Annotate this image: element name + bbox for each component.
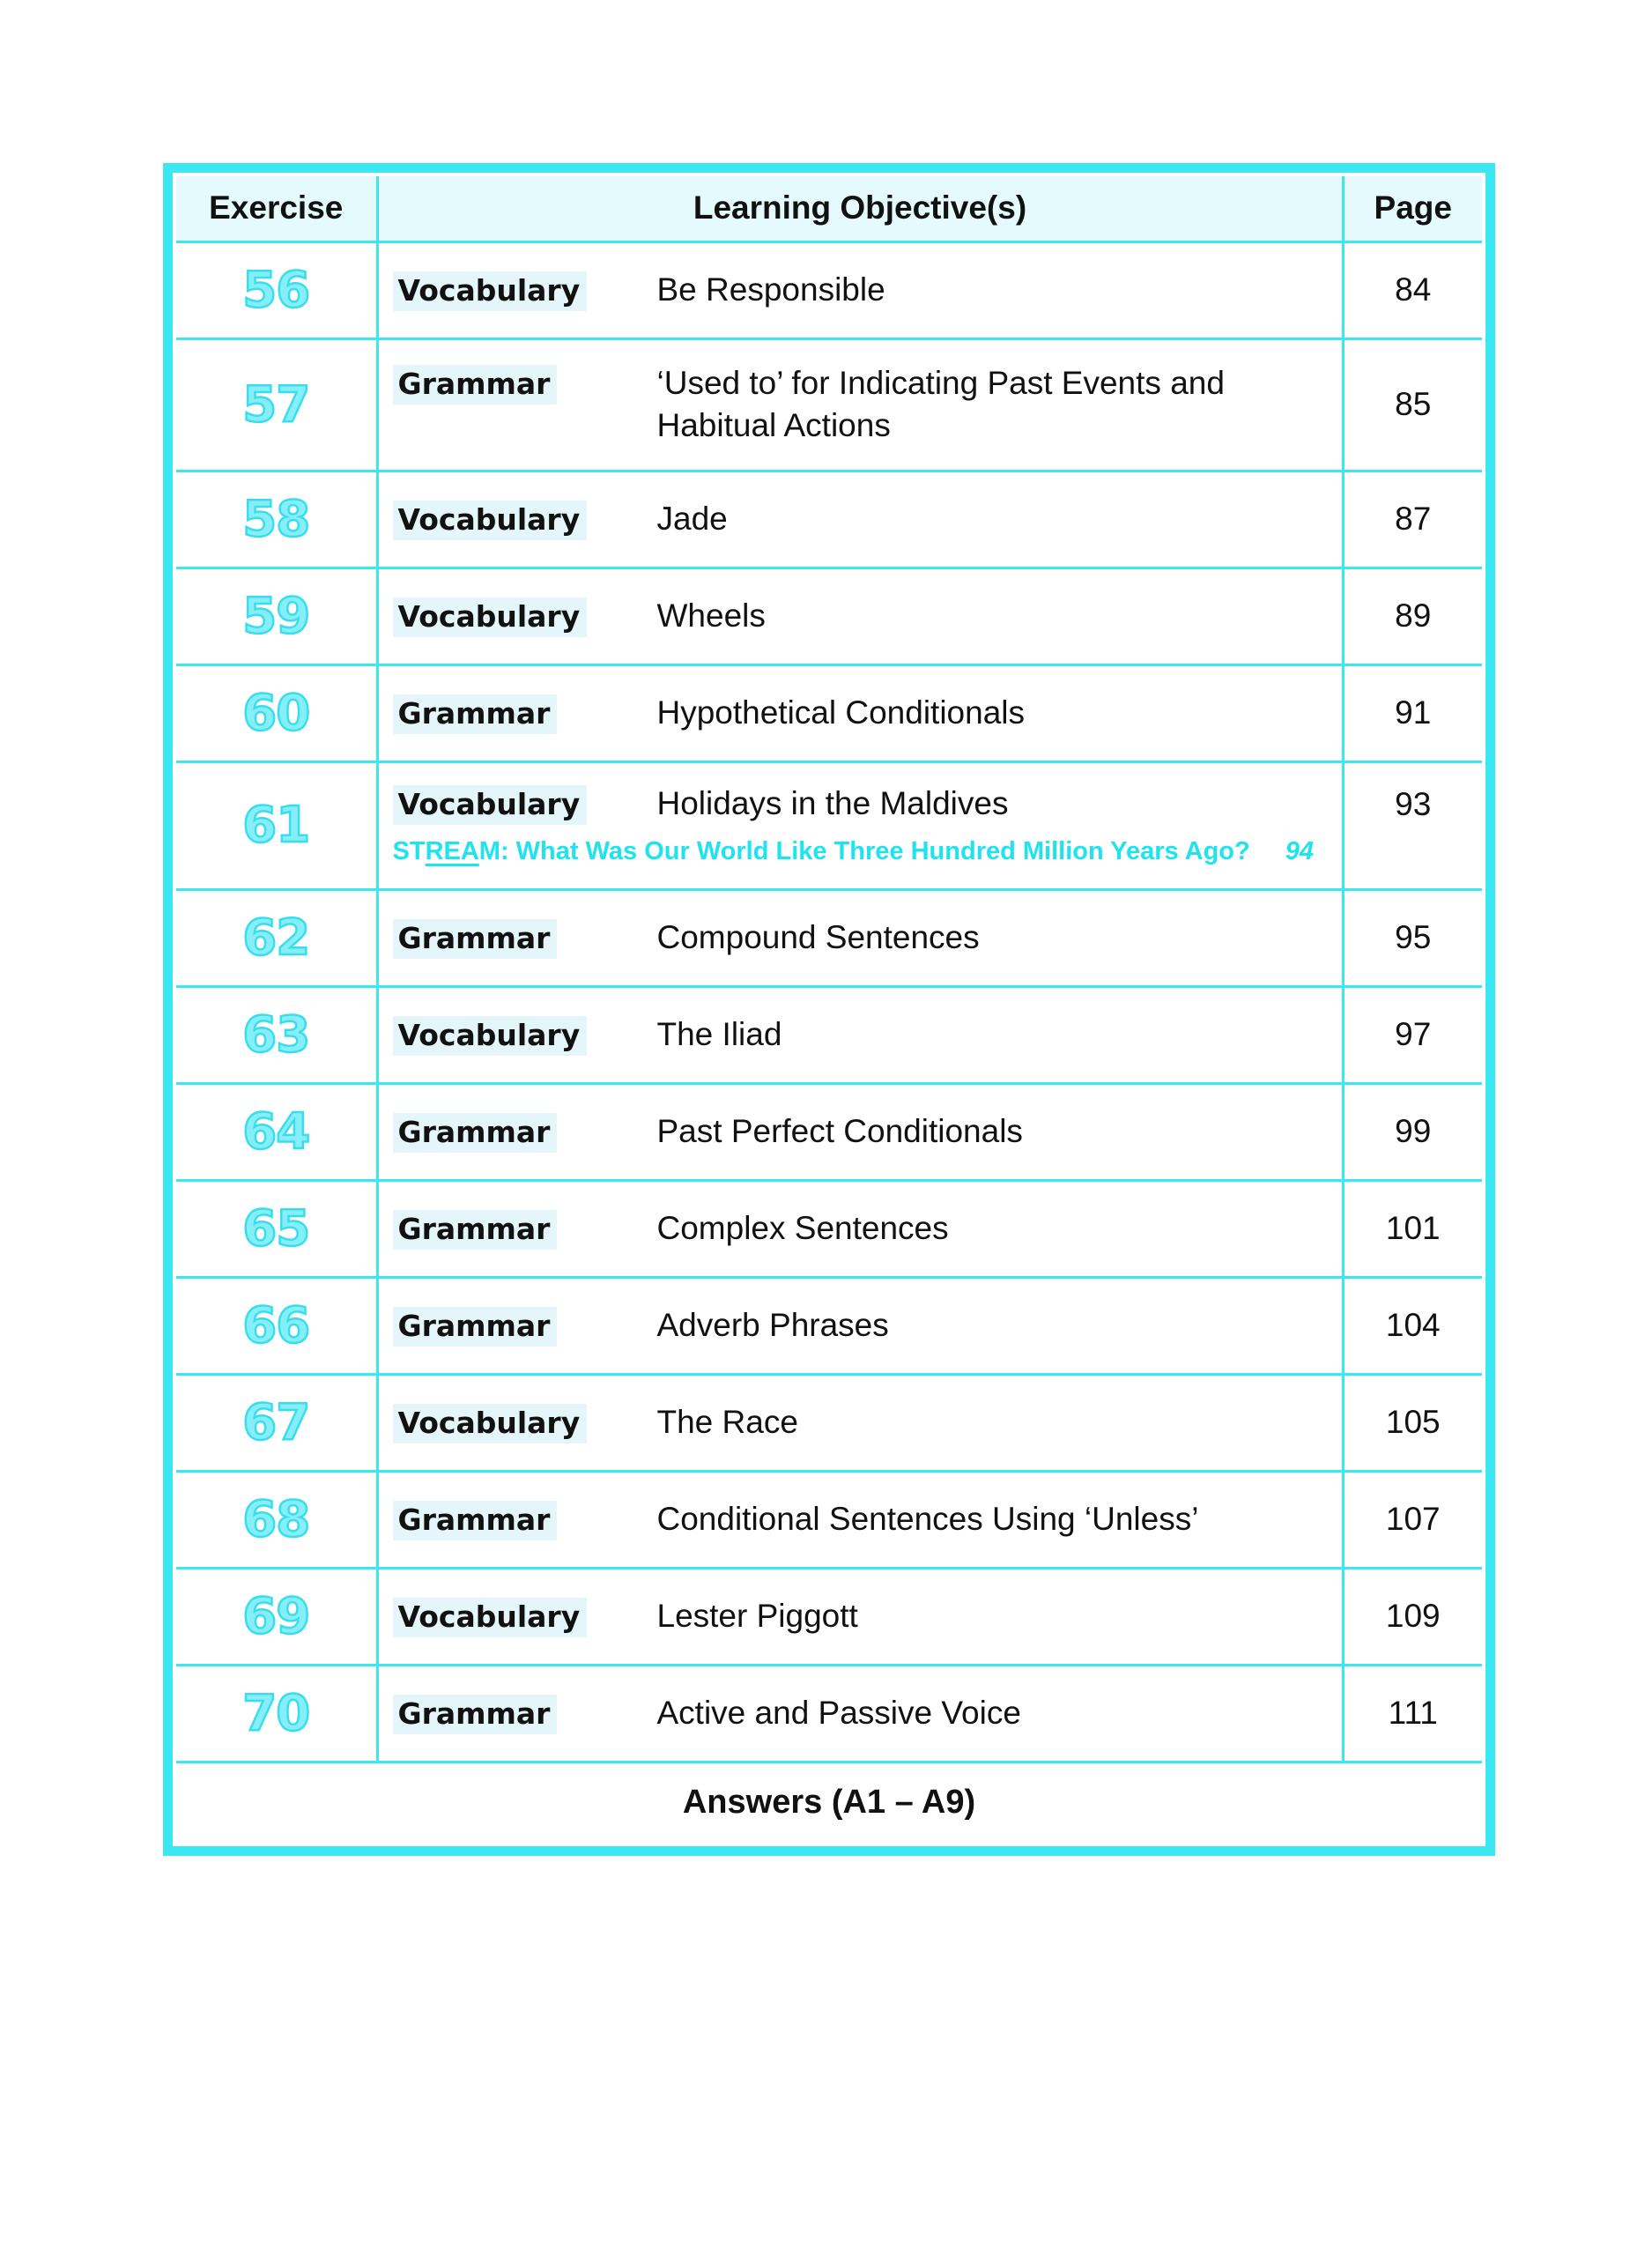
objective-text: Active and Passive Voice <box>656 1694 1021 1731</box>
answers-label: Answers (A1 – A9) <box>176 1762 1482 1843</box>
objective-cell <box>377 1180 1343 1277</box>
category-wrap <box>393 1598 657 1637</box>
exercise-number: 57 <box>176 338 377 471</box>
page-number: 84 <box>1343 241 1482 338</box>
category-wrap <box>393 919 657 959</box>
category-label: Grammar <box>393 1113 558 1153</box>
objective-text: The Race <box>656 1403 798 1440</box>
objective-cell <box>377 761 1343 889</box>
exercise-number: 56 <box>176 241 377 338</box>
category-label: Vocabulary <box>393 501 588 540</box>
objective-cell <box>377 1665 1343 1762</box>
category-wrap <box>393 1016 657 1056</box>
category-wrap <box>393 1113 657 1153</box>
objective-text: ‘Used to’ for Indicating Past Events and Habitual Actions <box>656 364 1225 443</box>
page-number: 93 <box>1343 761 1482 889</box>
table-row <box>176 568 1482 664</box>
objective-cell <box>377 1471 1343 1568</box>
objective-text: Lester Piggott <box>656 1597 858 1634</box>
category-label: Grammar <box>393 1501 558 1540</box>
exercise-number: 60 <box>176 664 377 761</box>
header-learning-objective: Learning Objective(s) <box>377 176 1343 241</box>
page-number: 105 <box>1343 1374 1482 1471</box>
exercise-number: 66 <box>176 1277 377 1374</box>
page-number: 99 <box>1343 1083 1482 1180</box>
objective-cell <box>377 471 1343 568</box>
category-wrap <box>393 1210 657 1250</box>
category-wrap <box>393 365 657 404</box>
objective-text: Conditional Sentences Using ‘Unless’ <box>656 1500 1199 1537</box>
category-wrap <box>393 1404 657 1443</box>
category-wrap <box>393 694 657 734</box>
objective-cell <box>377 664 1343 761</box>
category-wrap <box>393 1695 657 1734</box>
category-wrap <box>393 1307 657 1347</box>
objective-cell <box>377 568 1343 664</box>
page-number: 85 <box>1343 338 1482 471</box>
objective-text: Compound Sentences <box>656 918 980 955</box>
objective-text: Past Perfect Conditionals <box>656 1112 1023 1149</box>
table-row <box>176 1277 1482 1374</box>
objective-cell <box>377 1277 1343 1374</box>
objective-cell <box>377 1568 1343 1665</box>
objective-text: Complex Sentences <box>656 1209 949 1246</box>
objective-cell <box>377 241 1343 338</box>
page-number: 87 <box>1343 471 1482 568</box>
category-wrap <box>393 271 657 311</box>
exercise-number: 70 <box>176 1665 377 1762</box>
category-label: Vocabulary <box>393 597 588 637</box>
page-number: 107 <box>1343 1471 1482 1568</box>
table-row-with-stream-note <box>176 761 1482 889</box>
table-row <box>176 664 1482 761</box>
category-label: Grammar <box>393 365 558 404</box>
category-wrap <box>393 1501 657 1540</box>
objective-text: Hypothetical Conditionals <box>656 694 1026 731</box>
table-row <box>176 1471 1482 1568</box>
exercise-number: 58 <box>176 471 377 568</box>
table-row <box>176 986 1482 1083</box>
exercise-number: 62 <box>176 889 377 986</box>
table-row <box>176 1374 1482 1471</box>
exercise-number: 67 <box>176 1374 377 1471</box>
stream-note-text: STREAM: What Was Our World Like Three Hundred Million Years Ago? <box>392 836 1250 865</box>
table-row <box>176 1180 1482 1277</box>
objective-text: Holidays in the Maldives <box>656 784 1009 821</box>
header-row <box>176 176 1482 241</box>
category-wrap <box>393 597 657 637</box>
category-label: Vocabulary <box>393 785 588 825</box>
category-label: Grammar <box>393 1695 558 1734</box>
exercise-number: 59 <box>176 568 377 664</box>
category-wrap <box>393 785 657 825</box>
answers-row <box>176 1762 1482 1843</box>
page-number: 97 <box>1343 986 1482 1083</box>
exercise-number: 68 <box>176 1471 377 1568</box>
category-label: Grammar <box>393 694 558 734</box>
page-number: 109 <box>1343 1568 1482 1665</box>
objective-cell <box>377 1083 1343 1180</box>
objective-text: Adverb Phrases <box>656 1306 889 1343</box>
objective-text: Be Responsible <box>656 271 885 308</box>
table-row <box>176 471 1482 568</box>
category-label: Vocabulary <box>393 1598 588 1637</box>
table-row <box>176 338 1482 471</box>
objective-cell <box>377 986 1343 1083</box>
category-label: Grammar <box>393 919 558 959</box>
category-label: Vocabulary <box>393 1016 588 1056</box>
page-number: 91 <box>1343 664 1482 761</box>
exercise-number: 64 <box>176 1083 377 1180</box>
objective-text: The Iliad <box>656 1015 782 1052</box>
page-number: 89 <box>1343 568 1482 664</box>
exercise-number: 61 <box>176 761 377 889</box>
table-row <box>176 1083 1482 1180</box>
header-page: Page <box>1343 176 1482 241</box>
page-number: 95 <box>1343 889 1482 986</box>
contents-table-frame <box>163 163 1495 1856</box>
objective-cell <box>377 1374 1343 1471</box>
category-wrap <box>393 501 657 540</box>
exercise-number: 65 <box>176 1180 377 1277</box>
category-label: Vocabulary <box>393 271 588 311</box>
page-number: 104 <box>1343 1277 1482 1374</box>
category-label: Grammar <box>393 1210 558 1250</box>
category-label: Vocabulary <box>393 1404 588 1443</box>
exercise-number: 63 <box>176 986 377 1083</box>
table-row <box>176 241 1482 338</box>
stream-note-page: 94 <box>1285 836 1315 865</box>
header-exercise: Exercise <box>176 176 377 241</box>
contents-table <box>176 176 1482 1843</box>
exercise-number: 69 <box>176 1568 377 1665</box>
table-row <box>176 1665 1482 1762</box>
objective-text: Jade <box>656 500 728 537</box>
table-row <box>176 889 1482 986</box>
objective-cell <box>377 338 1343 471</box>
table-row <box>176 1568 1482 1665</box>
objective-text: Wheels <box>656 597 766 634</box>
stream-note <box>393 837 1333 866</box>
category-label: Grammar <box>393 1307 558 1347</box>
page-number: 101 <box>1343 1180 1482 1277</box>
objective-cell <box>377 889 1343 986</box>
page-number: 111 <box>1343 1665 1482 1762</box>
